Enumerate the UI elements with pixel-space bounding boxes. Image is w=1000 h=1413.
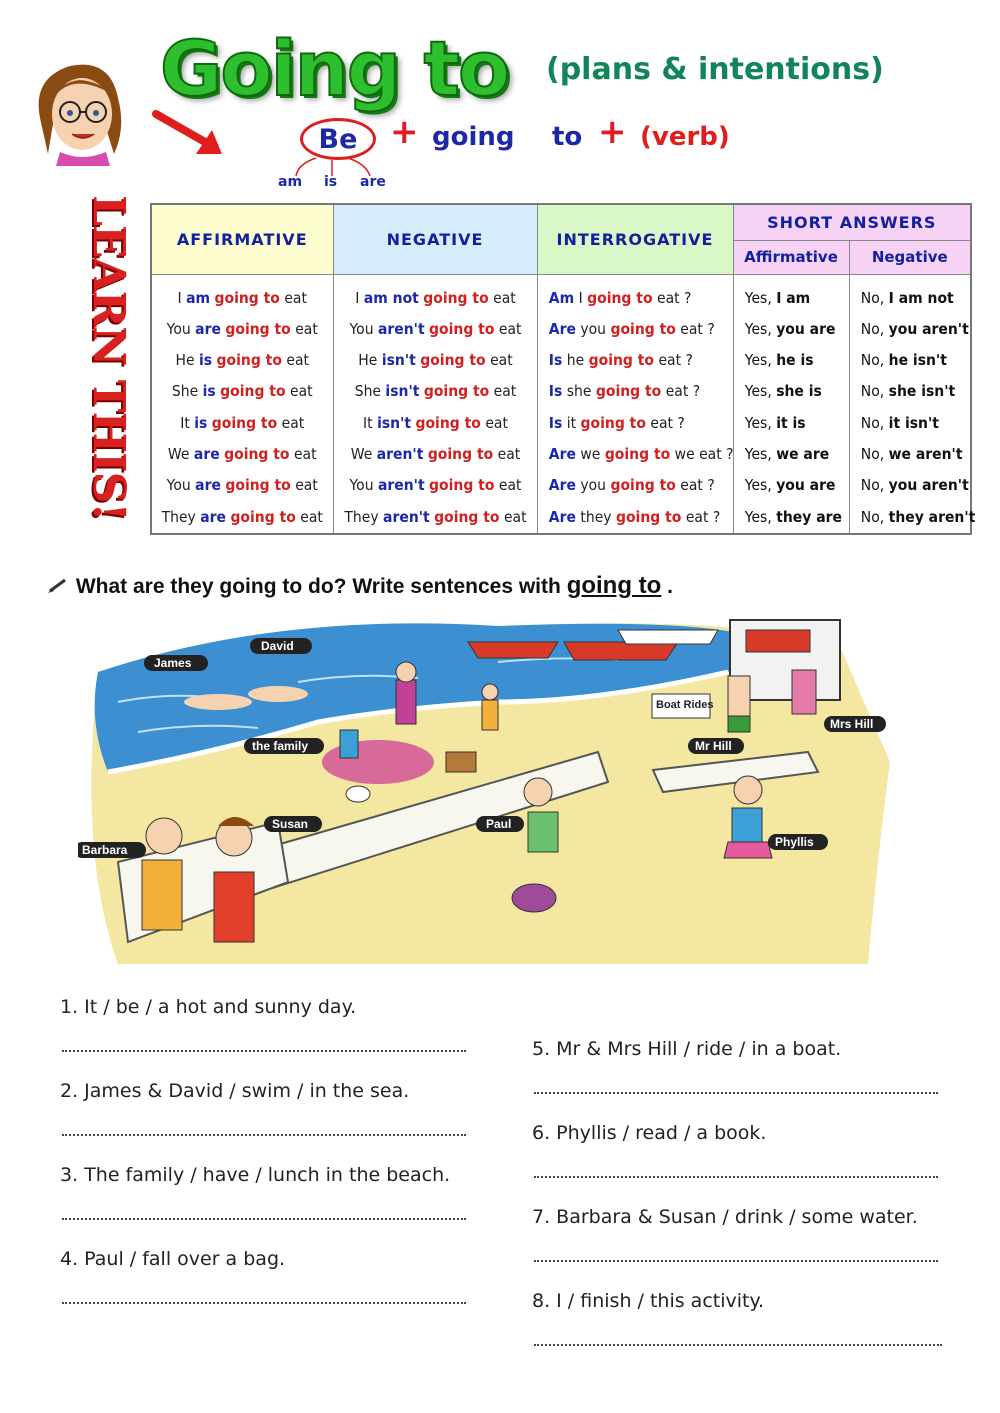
answer-line-2[interactable] (62, 1134, 466, 1136)
exercise-item-7: 7. Barbara & Susan / drink / some water. (532, 1206, 918, 1228)
affirmative-row-v: eat (284, 288, 307, 307)
label-barbara: Barbara (82, 843, 128, 857)
negative-row-g: going to (427, 444, 493, 463)
negative-row (344, 408, 527, 439)
affirmative-row-p: You (166, 476, 191, 495)
label-the-family: the family (252, 739, 309, 753)
interrogative-row-v: eat ? (649, 413, 685, 432)
formula-going: going (432, 122, 515, 152)
affirmative-row-g: going to (216, 351, 282, 370)
header-short-negative: Negative (849, 240, 971, 274)
answer-line-8[interactable] (534, 1344, 942, 1346)
short-affirmative-row-b: I am (775, 288, 810, 307)
short-negative-row-a: No, (860, 288, 884, 307)
plus-sign: + (390, 112, 419, 152)
short-negative-row-b: they aren't (888, 507, 975, 526)
short-affirmative-row-b: he is (775, 351, 814, 370)
short-affirmative-row (734, 376, 838, 407)
header-interrogative: INTERROGATIVE (537, 204, 733, 274)
affirmative-row-v: eat (295, 476, 318, 495)
interrogative-row-v: eat ? (657, 351, 693, 370)
negative-row-p: You (348, 476, 374, 495)
short-negative-row (850, 408, 958, 439)
affirmative-row-p: You (166, 319, 191, 338)
affirmative-row-p: They (161, 507, 196, 526)
exercise-item-3: 3. The family / have / lunch in the beach. (60, 1164, 451, 1186)
short-affirmative-row-b: we are (775, 444, 829, 463)
label-mrs-hill: Mrs Hill (830, 717, 874, 731)
interrogative-row-g: going to (586, 288, 653, 307)
affirmative-row-g: going to (220, 382, 286, 401)
negative-row-g: going to (422, 288, 489, 307)
affirmative-row-b: am (186, 288, 211, 307)
exercise-item-1: 1. It / be / a hot and sunny day. (60, 996, 357, 1018)
interrogative-row-v: eat ? (685, 507, 720, 526)
affirmative-row-g: going to (211, 413, 278, 432)
answer-line-1[interactable] (62, 1050, 466, 1052)
interrogative-row-p: he (566, 351, 584, 370)
interrogative-row (538, 283, 714, 314)
interrogative-row-b: Am (548, 288, 574, 307)
negative-row-g: going to (433, 507, 500, 526)
affirmative-row (161, 439, 323, 470)
short-negative-row-b: I am not (888, 288, 954, 307)
negative-row-g: going to (414, 413, 481, 432)
interrogative-row-g: going to (615, 507, 681, 526)
short-affirmative-row-a: Yes, (744, 382, 772, 401)
negative-row-g: going to (423, 382, 489, 401)
short-affirmative-column (733, 274, 849, 534)
header-short-answers: SHORT ANSWERS (733, 204, 971, 240)
interrogative-row (538, 439, 734, 470)
pencil-icon (48, 575, 70, 599)
negative-row-b: aren't (377, 476, 425, 495)
negative-row-v: eat (493, 382, 516, 401)
answer-line-6[interactable] (534, 1176, 938, 1178)
label-phyllis: Phyllis (775, 835, 814, 849)
label-susan: Susan (272, 817, 309, 831)
negative-row-b: isn't (381, 351, 416, 370)
label-mr-hill: Mr Hill (695, 739, 732, 753)
interrogative-row-p: I (578, 288, 583, 307)
label-boat-rides: Boat Rides (656, 699, 714, 711)
page-subtitle: (plans & intentions) (546, 52, 884, 87)
short-negative-row (850, 376, 958, 407)
answer-line-5[interactable] (534, 1092, 938, 1094)
negative-row-p: She (354, 382, 381, 401)
negative-row (344, 502, 527, 533)
interrogative-row (538, 314, 714, 345)
interrogative-row-g: going to (609, 319, 676, 338)
short-negative-row-a: No, (860, 413, 884, 432)
interrogative-row-b: Are (548, 507, 576, 526)
short-negative-row-b: he isn't (888, 351, 947, 370)
short-affirmative-row (734, 345, 838, 376)
affirmative-row (161, 376, 323, 407)
affirmative-row (161, 470, 323, 501)
negative-row (344, 439, 527, 470)
affirmative-row-g: going to (225, 319, 291, 338)
interrogative-row-b: Is (548, 351, 562, 370)
short-negative-row-b: we aren't (888, 444, 962, 463)
negative-row (344, 376, 527, 407)
negative-row-b: isn't (376, 413, 411, 432)
affirmative-row-b: is (194, 413, 208, 432)
short-affirmative-row (734, 283, 838, 314)
affirmative-row-g: going to (224, 444, 290, 463)
affirmative-row-p: I (177, 288, 182, 307)
interrogative-row-v: eat ? (679, 319, 715, 338)
short-negative-row (850, 283, 958, 314)
interrogative-row-p: they (579, 507, 612, 526)
short-affirmative-row-a: Yes, (744, 413, 772, 432)
affirmative-column (151, 274, 333, 534)
affirmative-row-p: He (175, 351, 195, 370)
affirmative-row-v: eat (286, 351, 310, 370)
short-negative-row (850, 314, 969, 345)
negative-row-p: You (348, 319, 374, 338)
negative-row (344, 283, 527, 314)
affirmative-row-b: is (199, 351, 213, 370)
affirmative-row-b: are (200, 507, 227, 526)
interrogative-row (538, 345, 714, 376)
short-negative-row-b: it isn't (888, 413, 939, 432)
learn-this-side-text: LEARN THIS! (83, 195, 134, 521)
short-affirmative-row-a: Yes, (744, 444, 772, 463)
interrogative-row-p: you (579, 319, 606, 338)
short-negative-row-a: No, (860, 351, 884, 370)
short-negative-row-b: she isn't (888, 382, 955, 401)
affirmative-row-v: eat (281, 413, 305, 432)
short-affirmative-row (734, 439, 838, 470)
exercise-instruction (48, 572, 673, 600)
header-affirmative: AFFIRMATIVE (151, 204, 333, 274)
interrogative-row-b: Are (548, 476, 576, 495)
short-negative-row-a: No, (860, 382, 884, 401)
negative-row-v: eat (498, 476, 522, 495)
affirmative-row-g: going to (214, 288, 280, 307)
negative-row-g: going to (419, 351, 486, 370)
short-negative-row (850, 502, 975, 533)
negative-row-g: going to (428, 476, 494, 495)
affirmative-row-b: are (195, 319, 221, 338)
negative-row-v: eat (492, 288, 516, 307)
be-form-am: am (278, 174, 303, 190)
affirmative-row-b: is (202, 382, 216, 401)
negative-row-p: He (357, 351, 377, 370)
header-short-affirmative: Affirmative (733, 240, 849, 274)
short-negative-row-a: No, (860, 444, 884, 463)
affirmative-row (161, 314, 323, 345)
affirmative-row (161, 502, 323, 533)
interrogative-row-p: she (566, 382, 591, 401)
affirmative-row-p: She (171, 382, 199, 401)
header-negative: NEGATIVE (333, 204, 537, 274)
negative-row-v: eat (484, 413, 508, 432)
negative-row-v: eat (498, 319, 522, 338)
affirmative-row-g: going to (225, 476, 291, 495)
label-david: David (261, 639, 294, 653)
interrogative-row (538, 502, 720, 533)
short-negative-row (850, 439, 962, 470)
short-negative-row-a: No, (860, 319, 884, 338)
negative-row (344, 345, 527, 376)
teacher-avatar (30, 58, 130, 166)
be-form-is: is (324, 174, 338, 190)
short-affirmative-row-a: Yes, (744, 507, 772, 526)
short-affirmative-row-b: she is (775, 382, 822, 401)
exercise-item-6: 6. Phyllis / read / a book. (532, 1122, 767, 1144)
negative-row-p: They (343, 507, 379, 526)
instruction-text: What are they going to do? Write sentences with (75, 575, 561, 598)
formula-verb: (verb) (640, 122, 730, 152)
answer-line-7[interactable] (534, 1260, 938, 1262)
formula-to: to (552, 122, 583, 152)
interrogative-row-b: Is (548, 382, 562, 401)
short-affirmative-row (734, 314, 838, 345)
answer-line-3[interactable] (62, 1218, 466, 1220)
short-negative-row (850, 470, 969, 501)
page-title: Going to (160, 24, 509, 113)
affirmative-row-v: eat (295, 319, 318, 338)
negative-row-g: going to (428, 319, 494, 338)
interrogative-row-v: eat ? (656, 288, 691, 307)
affirmative-row-p: It (180, 413, 190, 432)
short-affirmative-row-a: Yes, (744, 351, 772, 370)
interrogative-row-g: going to (609, 476, 676, 495)
negative-row-b: aren't (376, 444, 423, 463)
interrogative-row-g: going to (604, 444, 670, 463)
instruction-period: . (667, 575, 674, 598)
interrogative-row-v: eat ? (665, 382, 700, 401)
negative-row (344, 470, 527, 501)
interrogative-row (538, 470, 714, 501)
exercise-item-4: 4. Paul / fall over a bag. (60, 1248, 286, 1270)
short-negative-row-b: you aren't (888, 476, 969, 495)
interrogative-row-b: Are (548, 444, 576, 463)
affirmative-row-v: eat (289, 382, 313, 401)
answer-line-4[interactable] (62, 1302, 466, 1304)
short-affirmative-row (734, 502, 842, 533)
beach-scene-illustration (78, 612, 908, 964)
affirmative-row (161, 408, 323, 439)
be-oval: Be (300, 118, 376, 160)
negative-row-b: aren't (377, 319, 425, 338)
negative-row-p: It (362, 413, 373, 432)
interrogative-column (537, 274, 733, 534)
interrogative-row (538, 376, 714, 407)
interrogative-row-v: we eat ? (674, 444, 734, 463)
interrogative-row-p: it (566, 413, 576, 432)
short-affirmative-row-b: they are (775, 507, 842, 526)
negative-row-b: isn't (384, 382, 419, 401)
short-affirmative-row-a: Yes, (744, 319, 772, 338)
negative-row (344, 314, 527, 345)
be-form-are: are (360, 174, 386, 190)
be-forms (278, 174, 398, 194)
short-affirmative-row-b: it is (775, 413, 806, 432)
negative-row-v: eat (503, 507, 527, 526)
negative-column (333, 274, 537, 534)
short-negative-row-a: No, (860, 507, 884, 526)
exercise-item-8: 8. I / finish / this activity. (532, 1290, 765, 1312)
label-james: James (154, 656, 192, 670)
negative-row-v: eat (497, 444, 520, 463)
affirmative-row-v: eat (300, 507, 323, 526)
affirmative-row-b: are (195, 476, 221, 495)
affirmative-row (161, 283, 323, 314)
plus-sign: + (598, 112, 627, 152)
short-affirmative-row-b: you are (775, 476, 835, 495)
exercise-item-2: 2. James & David / swim / in the sea. (60, 1080, 410, 1102)
negative-row-b: aren't (382, 507, 430, 526)
negative-row-v: eat (489, 351, 513, 370)
affirmative-row-b: are (193, 444, 220, 463)
interrogative-row-g: going to (588, 351, 654, 370)
short-affirmative-row (734, 408, 838, 439)
affirmative-row-g: going to (230, 507, 296, 526)
affirmative-row-v: eat (293, 444, 317, 463)
negative-row-p: We (350, 444, 372, 463)
exercise-item-5: 5. Mr & Mrs Hill / ride / in a boat. (532, 1038, 842, 1060)
short-affirmative-row-a: Yes, (744, 476, 772, 495)
short-affirmative-row (734, 470, 838, 501)
interrogative-row-b: Are (548, 319, 576, 338)
red-arrow-icon (150, 104, 230, 164)
affirmative-row (161, 345, 323, 376)
affirmative-row-p: We (167, 444, 190, 463)
short-negative-column (849, 274, 975, 534)
short-affirmative-row-a: Yes, (744, 288, 772, 307)
instruction-keyword: going to (566, 572, 662, 599)
interrogative-row-v: eat ? (679, 476, 715, 495)
interrogative-row (538, 408, 714, 439)
short-negative-row-b: you aren't (888, 319, 969, 338)
interrogative-row-p: you (579, 476, 606, 495)
negative-row-b: am not (363, 288, 419, 307)
label-paul: Paul (486, 817, 512, 831)
interrogative-row-g: going to (595, 382, 661, 401)
short-affirmative-row-b: you are (775, 319, 835, 338)
negative-row-p: I (354, 288, 359, 307)
short-negative-row-a: No, (860, 476, 884, 495)
interrogative-row-g: going to (580, 413, 646, 432)
short-negative-row (850, 345, 958, 376)
grammar-table (150, 203, 975, 535)
interrogative-row-b: Is (548, 413, 562, 432)
interrogative-row-p: we (579, 444, 600, 463)
